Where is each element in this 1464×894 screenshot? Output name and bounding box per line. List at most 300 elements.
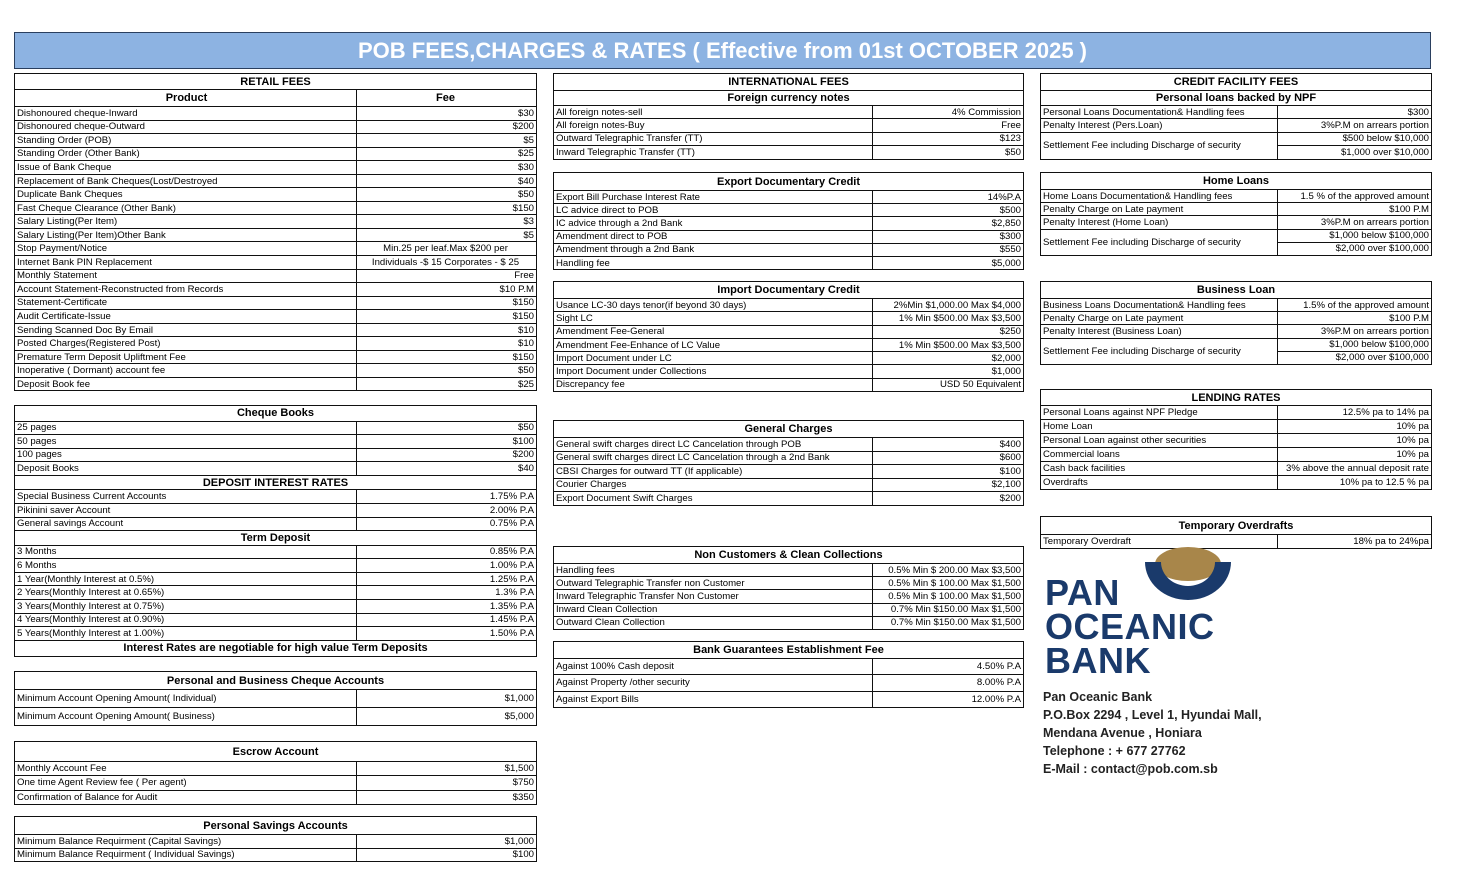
- column-header-product: Product: [15, 90, 357, 106]
- row-value: 10% pa: [1396, 421, 1429, 432]
- row-label: Import Document under LC: [554, 352, 873, 364]
- row-label: Home Loans Documentation& Handling fees: [1041, 190, 1278, 202]
- table-row: [554, 351, 1023, 364]
- table-row: [554, 658, 1023, 674]
- table-title: Export Documentary Credit: [716, 175, 861, 188]
- table-title: Cheque Books: [236, 407, 314, 420]
- row-label: Handling fees: [554, 564, 873, 576]
- row-label: 5 Years(Monthly Interest at 1.00%): [15, 627, 357, 640]
- table-row: [15, 255, 536, 269]
- table-title: LENDING RATES: [1191, 391, 1281, 404]
- table-row: [15, 296, 536, 310]
- row-value: 18% pa to 24%pa: [1353, 536, 1429, 547]
- row-value: 3%P.M on arrears portion: [1320, 120, 1429, 132]
- table-row: [15, 174, 536, 188]
- table-row: [554, 325, 1023, 338]
- escrow-account-table: [14, 741, 537, 805]
- row-value: $500 below $10,000: [1342, 133, 1429, 145]
- row-value: $150: [512, 310, 534, 322]
- row-label: Penalty Interest (Pers.Loan): [1041, 119, 1278, 131]
- row-value: 1.5 % of the approved amount: [1300, 190, 1429, 202]
- row-label: 25 pages: [15, 422, 357, 435]
- row-label: Premature Term Deposit Upliftment Fee: [15, 351, 357, 364]
- row-value: $5: [523, 229, 534, 241]
- row-value: $200: [999, 492, 1021, 504]
- row-label: Pikinini saver Account: [15, 504, 357, 517]
- table-row: [15, 187, 536, 201]
- row-value: $1,000 below $100,000: [1329, 230, 1429, 242]
- row-value: $750: [512, 777, 534, 789]
- table-row: [1041, 419, 1431, 433]
- row-value: $1,000: [504, 693, 534, 704]
- table-row: [15, 613, 536, 627]
- row-label: 3 Years(Monthly Interest at 0.75%): [15, 600, 357, 613]
- home-loans-table: [1040, 172, 1432, 256]
- table-row: [15, 133, 536, 147]
- row-label: Outward Telegraphic Transfer non Customer: [554, 577, 873, 589]
- row-value: USD 50 Equivalent: [939, 379, 1021, 391]
- row-value: $600: [999, 452, 1021, 464]
- table-row: [15, 309, 536, 323]
- contact-email[interactable]: E-Mail : contact@pob.com.sb: [1043, 762, 1218, 776]
- table-row: [1041, 447, 1431, 461]
- row-value: $100: [512, 849, 534, 861]
- row-value: 1.25% P.A: [489, 573, 534, 585]
- row-value: $150: [512, 351, 534, 363]
- table-row: [1041, 105, 1431, 118]
- row-label: 6 Months: [15, 559, 357, 572]
- table-row: [554, 118, 1023, 131]
- row-value: 1.75% P.A: [489, 491, 534, 503]
- row-label: Monthly Account Fee: [15, 762, 357, 775]
- row-value: 0.5% Min $ 200.00 Max $3,500: [888, 564, 1021, 576]
- row-value: $25: [517, 148, 534, 160]
- row-value-group: [1278, 339, 1431, 364]
- row-label: 3 Months: [15, 546, 357, 559]
- table-row: [554, 378, 1023, 391]
- table-row: [15, 147, 536, 161]
- row-label: Inward Telegraphic Transfer Non Customer: [554, 590, 873, 602]
- row-label: Personal Loan against other securities: [1041, 434, 1278, 447]
- table-title: Personal Savings Accounts: [203, 819, 348, 832]
- row-value: 1% Min $500.00 Max $3,500: [898, 339, 1021, 351]
- row-label: Discrepancy fee: [554, 379, 873, 391]
- table-row: [554, 145, 1023, 158]
- row-label: LC advice direct to POB: [554, 204, 873, 216]
- table-row: [554, 203, 1023, 216]
- row-label: All foreign notes-Buy: [554, 119, 873, 131]
- table-row: [554, 256, 1023, 269]
- row-value: 8.00% P.A: [976, 677, 1021, 689]
- row-value: $100: [512, 435, 534, 447]
- row-label: Amendment Fee-Enhance of LC Value: [554, 339, 873, 351]
- row-label: Amendment Fee-General: [554, 326, 873, 338]
- row-label: Import Document under Collections: [554, 365, 873, 377]
- row-value: 0.85% P.A: [489, 546, 534, 558]
- row-value: $200: [512, 449, 534, 461]
- row-value: $100 P.M: [1389, 312, 1429, 324]
- table-row: [15, 448, 536, 462]
- row-label: Replacement of Bank Cheques(Lost/Destroyed: [15, 175, 357, 188]
- table-row: [1041, 405, 1431, 419]
- row-label: Against 100% Cash deposit: [554, 659, 873, 674]
- row-label: Statement-Certificate: [15, 297, 357, 310]
- row-label: Dishonoured cheque-Outward: [15, 121, 357, 134]
- row-value: $50: [517, 422, 534, 434]
- row-value: 1.3% P.A: [495, 587, 534, 599]
- table-row: [15, 421, 536, 435]
- table-row: [1041, 202, 1431, 215]
- row-value: 12.5% pa to 14% pa: [1342, 407, 1429, 418]
- row-value: 3%P.M on arrears portion: [1320, 216, 1429, 228]
- row-value-group: [1278, 230, 1431, 255]
- row-label: Salary Listing(Per Item)Other Bank: [15, 229, 357, 242]
- table-row: [15, 461, 536, 475]
- table-row: [15, 120, 536, 134]
- page-title-banner: POB FEES,CHARGES & RATES ( Effective from 01st OCTOBER 2025 ): [14, 32, 1431, 69]
- row-label: Stop Payment/Notice: [15, 242, 357, 255]
- table-title: Temporary Overdrafts: [1178, 519, 1294, 532]
- row-value: $150: [512, 202, 534, 214]
- international-fees-table: [553, 73, 1024, 160]
- row-value: 1% Min $500.00 Max $3,500: [898, 312, 1021, 324]
- row-label: Inoperative ( Dormant) account fee: [15, 364, 357, 377]
- row-label: Usance LC-30 days tenor(if beyond 30 days): [554, 299, 873, 311]
- row-value: Individuals -$ 15 Corporates - $ 25: [371, 256, 520, 268]
- table-row: [1041, 311, 1431, 324]
- table-row: [554, 364, 1023, 377]
- contact-block: [1043, 688, 1262, 778]
- row-value: $100 P.M: [1389, 203, 1429, 215]
- table-title: Bank Guarantees Establishment Fee: [693, 644, 884, 656]
- table-row: [15, 106, 536, 120]
- row-value: $2,000 over $100,000: [1278, 242, 1431, 255]
- row-label: Home Loan: [1041, 420, 1278, 433]
- row-label: Temporary Overdraft: [1041, 535, 1278, 548]
- table-row: [15, 558, 536, 572]
- table-row: [554, 589, 1023, 602]
- row-value: 2%Min $1,000.00 Max $4,000: [893, 299, 1021, 311]
- row-label: CBSI Charges for outward TT (If applicable): [554, 465, 873, 478]
- row-label: Posted Charges(Registered Post): [15, 337, 357, 350]
- table-row: [554, 230, 1023, 243]
- table-row: [15, 834, 536, 848]
- row-label: Penalty Charge on Late payment: [1041, 203, 1278, 215]
- table-row: [15, 572, 536, 586]
- row-value: 0.5% Min $ 100.00 Max $1,500: [888, 577, 1021, 589]
- row-value: $30: [517, 161, 534, 173]
- row-label: Sight LC: [554, 312, 873, 324]
- table-row: [554, 437, 1023, 451]
- table-subtitle: Personal loans backed by NPF: [1041, 90, 1431, 106]
- row-label: Courier Charges: [554, 479, 873, 492]
- row-label: Export Document Swift Charges: [554, 492, 873, 505]
- row-value: 0.7% Min $150.00 Max $1,500: [890, 617, 1021, 629]
- row-label: 1 Year(Monthly Interest at 0.5%): [15, 573, 357, 586]
- table-row: [554, 338, 1023, 351]
- row-value: $1,500: [504, 763, 534, 775]
- general-charges-table: [553, 420, 1024, 506]
- table-row: [15, 323, 536, 337]
- logo-word-oceanic: OCEANIC: [1045, 606, 1215, 647]
- non-customers-table: [553, 546, 1024, 630]
- import-documentary-credit-table: [553, 281, 1024, 392]
- pan-oceanic-bank-logo: [1043, 545, 1243, 680]
- table-header-row: [15, 89, 536, 106]
- row-value: $400: [999, 438, 1021, 450]
- table-row: [554, 216, 1023, 229]
- table-row: [1041, 118, 1431, 131]
- table-row: [15, 761, 536, 775]
- table-row: [15, 626, 536, 640]
- table-title: Escrow Account: [232, 745, 319, 758]
- row-label: Penalty Interest (Home Loan): [1041, 216, 1278, 228]
- row-value: $2,100: [991, 479, 1021, 491]
- row-value: $5: [523, 134, 534, 146]
- row-label: Cash back facilities: [1041, 462, 1278, 475]
- row-value: $40: [517, 175, 534, 187]
- row-label: Export Bill Purchase Interest Rate: [554, 191, 873, 203]
- row-value-group: [1278, 133, 1431, 159]
- table-row: [554, 311, 1023, 324]
- column-header-fee: Fee: [436, 92, 455, 104]
- table-row: [1041, 298, 1431, 311]
- row-label: Dishonoured cheque-Inward: [15, 107, 357, 120]
- row-value: $550: [999, 244, 1021, 256]
- table-title: General Charges: [744, 423, 833, 435]
- table-row: [15, 377, 536, 391]
- row-label: Minimum Balance Requirment (Capital Savings): [15, 835, 357, 848]
- row-value: $50: [517, 365, 534, 377]
- row-value: 14%P.A: [987, 191, 1021, 203]
- row-value: $5,000: [991, 257, 1021, 269]
- row-label: General savings Account: [15, 518, 357, 531]
- row-value: $25: [517, 378, 534, 390]
- row-value: 1.00% P.A: [489, 560, 534, 572]
- table-title: Business Loan: [1196, 284, 1276, 296]
- table-row: [1041, 132, 1431, 159]
- row-label: Personal Loans against NPF Pledge: [1041, 406, 1278, 419]
- row-value: $10: [517, 324, 534, 336]
- logo-word-pan: PAN: [1045, 572, 1120, 613]
- row-value: 10% pa: [1396, 449, 1429, 460]
- row-label: Amendment through a 2nd Bank: [554, 244, 873, 256]
- table-row: [15, 545, 536, 559]
- row-value: 1.5% of the approved amount: [1303, 299, 1429, 311]
- row-label: Commercial loans: [1041, 448, 1278, 461]
- table-row: [554, 464, 1023, 478]
- row-value: 1.50% P.A: [489, 628, 534, 640]
- table-row: [554, 451, 1023, 465]
- table-row: [15, 214, 536, 228]
- table-row: [15, 336, 536, 350]
- row-label: 4 Years(Monthly Interest at 0.90%): [15, 614, 357, 627]
- table-row: [1041, 461, 1431, 475]
- row-label: Amendment direct to POB: [554, 231, 873, 243]
- row-label: Against Export Bills: [554, 692, 873, 707]
- table-row: [15, 228, 536, 242]
- contact-address-2: Mendana Avenue , Honiara: [1043, 726, 1202, 740]
- table-row: [554, 616, 1023, 629]
- row-label: Duplicate Bank Cheques: [15, 188, 357, 201]
- row-label: Settlement Fee including Discharge of security: [1041, 230, 1278, 255]
- row-label: IC advice through a 2nd Bank: [554, 217, 873, 229]
- row-label: Account Statement-Reconstructed from Records: [15, 283, 357, 296]
- row-value: $50: [517, 189, 534, 201]
- table-subtitle: Foreign currency notes: [554, 90, 1023, 106]
- table-row: [15, 201, 536, 215]
- row-label: Standing Order (Other Bank): [15, 148, 357, 161]
- table-row: [554, 491, 1023, 505]
- row-value: 0.5% Min $ 100.00 Max $1,500: [888, 590, 1021, 602]
- row-value: 10% pa to 12.5 % pa: [1339, 477, 1429, 488]
- table-row: [15, 241, 536, 255]
- row-value: $250: [999, 326, 1021, 338]
- row-value: $300: [999, 231, 1021, 243]
- row-label: Internet Bank PIN Replacement: [15, 256, 357, 269]
- row-value: $123: [999, 133, 1021, 145]
- bank-guarantees-table: [553, 641, 1024, 708]
- row-label: Issue of Bank Cheque: [15, 161, 357, 174]
- row-value: $150: [512, 297, 534, 309]
- table-row: [15, 160, 536, 174]
- row-value: 12.00% P.A: [971, 693, 1021, 705]
- table-row: [554, 674, 1023, 690]
- section-subheader: DEPOSIT INTEREST RATES: [15, 475, 536, 490]
- row-value: 4.50% P.A: [976, 661, 1021, 673]
- row-label: General swift charges direct LC Cancelation through POB: [554, 438, 873, 451]
- row-label: Outward Telegraphic Transfer (TT): [554, 133, 873, 145]
- row-value: $1,000 below $100,000: [1329, 339, 1429, 351]
- row-value: $2,000: [991, 352, 1021, 364]
- row-value: $40: [517, 463, 534, 475]
- contact-address-1: P.O.Box 2294 , Level 1, Hyundai Mall,: [1043, 708, 1262, 722]
- table-title: Import Documentary Credit: [717, 284, 860, 296]
- row-value: 0.75% P.A: [489, 518, 534, 530]
- table-row: [15, 775, 536, 789]
- cheque-books-table: [14, 405, 537, 657]
- table-row: [554, 576, 1023, 589]
- row-label: Personal Loans Documentation& Handling fees: [1041, 106, 1278, 118]
- row-value: $3: [523, 216, 534, 228]
- table-row: [554, 132, 1023, 145]
- table-row: [554, 603, 1023, 616]
- table-row: [15, 517, 536, 531]
- retail-fees-table: [14, 73, 537, 391]
- table-row: [554, 691, 1023, 707]
- row-value: Free: [514, 270, 534, 282]
- table-row: [1041, 189, 1431, 202]
- row-value: $500: [999, 204, 1021, 216]
- row-label: Overdrafts: [1041, 476, 1278, 489]
- table-title: Home Loans: [1202, 175, 1269, 187]
- row-label: Settlement Fee including Discharge of security: [1041, 133, 1278, 159]
- cheque-accounts-table: [14, 671, 537, 726]
- table-row: [554, 243, 1023, 256]
- row-value: 1.35% P.A: [489, 600, 534, 612]
- table-row: [15, 363, 536, 377]
- credit-facility-fees-table: [1040, 73, 1432, 160]
- row-value: $2,000 over $100,000: [1278, 351, 1431, 364]
- row-value: 2.00% P.A: [489, 504, 534, 516]
- table-row: [1041, 433, 1431, 447]
- table-row: [1041, 229, 1431, 255]
- table-row: [554, 563, 1023, 576]
- table-row: [15, 790, 536, 804]
- row-label: Deposit Book fee: [15, 378, 357, 391]
- table-row: [554, 190, 1023, 203]
- row-label: Sending Scanned Doc By Email: [15, 324, 357, 337]
- row-label: 50 pages: [15, 435, 357, 448]
- business-loan-table: [1040, 281, 1432, 365]
- table-footer-note: Interest Rates are negotiable for high value Term Deposits: [15, 640, 536, 656]
- row-value: $300: [1407, 106, 1429, 118]
- row-value: $1,000: [504, 835, 534, 847]
- table-row: [15, 350, 536, 364]
- row-label: 100 pages: [15, 449, 357, 462]
- table-row: [15, 585, 536, 599]
- row-value: 3% above the annual deposit rate: [1286, 463, 1429, 474]
- row-label: Audit Certificate-Issue: [15, 310, 357, 323]
- row-label: Minimum Balance Requirment ( Individual Savings): [15, 849, 357, 862]
- row-label: Fast Cheque Clearance (Other Bank): [15, 202, 357, 215]
- row-label: 2 Years(Monthly Interest at 0.65%): [15, 586, 357, 599]
- table-title: CREDIT FACILITY FEES: [1173, 75, 1299, 88]
- table-row: [554, 298, 1023, 311]
- table-row: [15, 503, 536, 517]
- row-label: Penalty Interest (Business Loan): [1041, 325, 1278, 337]
- row-value: 4% Commission: [951, 106, 1021, 118]
- logo-word-bank: BANK: [1045, 640, 1151, 681]
- row-value: $100: [999, 465, 1021, 477]
- table-title: INTERNATIONAL FEES: [728, 75, 849, 88]
- row-value: $5,000: [504, 711, 534, 722]
- row-value: $10 P.M: [499, 283, 534, 295]
- table-title: Personal and Business Cheque Accounts: [166, 674, 385, 687]
- row-label: Salary Listing(Per Item): [15, 215, 357, 228]
- row-value: $1,000 over $10,000: [1278, 145, 1431, 158]
- row-label: Special Business Current Accounts: [15, 490, 357, 503]
- row-label: One time Agent Review fee ( Per agent): [15, 776, 357, 789]
- row-value: 0.7% Min $150.00 Max $1,500: [890, 604, 1021, 616]
- row-value: $200: [512, 121, 534, 133]
- table-row: [554, 478, 1023, 492]
- row-value: $1,000: [991, 366, 1021, 378]
- row-label: Confirmation of Balance for Audit: [15, 791, 357, 804]
- row-label: Business Loans Documentation& Handling fees: [1041, 299, 1278, 311]
- row-label: Inward Clean Collection: [554, 604, 873, 616]
- row-label: Penalty Charge on Late payment: [1041, 312, 1278, 324]
- table-row: [15, 707, 536, 725]
- row-label: Against Property /other security: [554, 675, 873, 690]
- lending-rates-table: [1040, 389, 1432, 490]
- row-label: Outward Clean Collection: [554, 617, 873, 629]
- table-row: [1041, 215, 1431, 228]
- row-value: $10: [517, 338, 534, 350]
- table-row: [1041, 324, 1431, 337]
- row-value: Free: [1001, 120, 1021, 132]
- table-row: [15, 282, 536, 296]
- row-value: 1.45% P.A: [489, 614, 534, 626]
- row-label: Deposit Books: [15, 462, 357, 475]
- personal-savings-table: [14, 816, 537, 862]
- table-title: Non Customers & Clean Collections: [694, 549, 883, 561]
- row-label: Minimum Account Opening Amount( Business): [15, 708, 357, 725]
- table-row: [15, 848, 536, 862]
- table-row: [15, 489, 536, 503]
- row-value: $350: [512, 791, 534, 803]
- row-label: Standing Order (POB): [15, 134, 357, 147]
